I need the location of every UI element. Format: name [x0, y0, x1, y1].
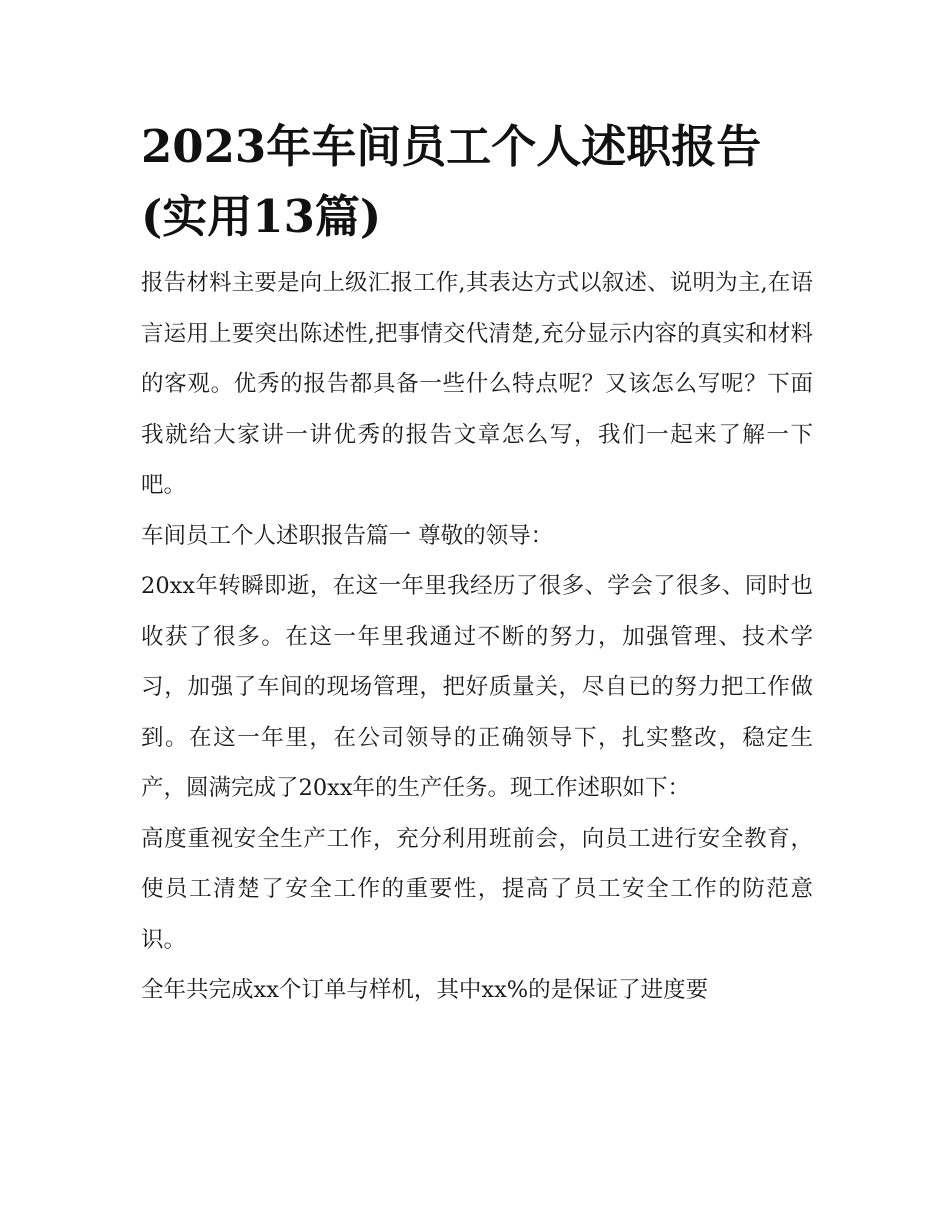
body-paragraph: 高度重视安全生产工作，充分利用班前会，向员工进行安全教育，使员工清楚了安全工作的重要性，提高了员工安全工作的防范意识。 — [141, 825, 813, 953]
body-paragraph: 全年共完成xx个订单与样机，其中xx%的是保证了进度要 — [141, 977, 709, 1003]
section-heading-paragraph: 车间员工个人述职报告篇一 尊敬的领导： — [141, 522, 554, 549]
body-paragraph: 20xx年转瞬即逝，在这一年里我经历了很多、学会了很多、同时也收获了很多。在这一年里我通过不断的努力，加强管理、技术学习，加强了车间的现场管理，把好质量关，尽自已的努力把工作做到。在这一年里，在公司领导的正确领导下，扎实整改，稳定生产，圆满完成了20xx年的生产任务。现工作述职如下： — [141, 573, 813, 801]
document-body — [141, 112, 813, 1016]
document-title: 2023年车间员工个人述职报告(实用13篇) — [141, 120, 762, 243]
intro-paragraph: 报告材料主要是向上级汇报工作,其表达方式以叙述、说明为主,在语言运用上要突出陈述性,把事情交代清楚,充分显示内容的真实和材料的客观。优秀的报告都具备一些什么特点呢？又该怎么写呢？下面我就给大家讲一讲优秀的报告文章怎么写，我们一起来了解一下吧。 — [141, 270, 813, 498]
